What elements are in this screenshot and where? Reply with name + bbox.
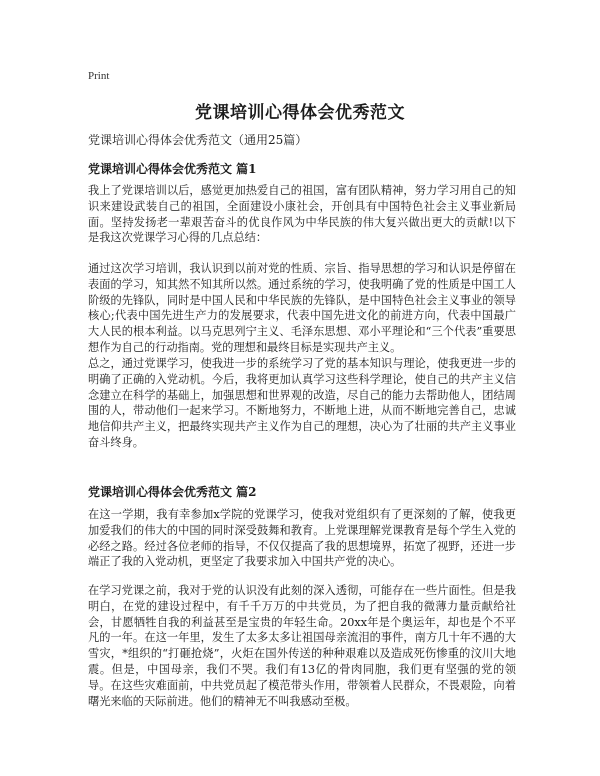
section-1-paragraph-3: 总之，通过党课学习，使我进一步的系统学习了党的基本知识与理论，使我更进一步的明确了正确的入党动机。今后，我将更加认真学习这些科学理论，使自己的共产主义信念建立在科学的基础上，加强思想和世界观的改造，尽自己的能力去帮助他人，团结周围的人，带动他们一起来学习。不断地努力，不断地上进，从而不断地完善自己，忠诚地信仰共产主义，把最终实现共产主义作为自己的理想，决心为了壮丽的共产主义事业奋斗终身。 xyxy=(88,357,516,449)
section-heading-2: 党课培训心得体会优秀范文 篇2 xyxy=(88,485,257,499)
section-1-paragraph-2: 通过这次学习培训，我认识到以前对党的性质、宗旨、指导思想的学习和认识是停留在表面的学习，知其然不知其所以然。通过系统的学习，使我明确了党的性质是中国工人阶级的先锋队，同时是中国人民和中华民族的先锋队，是中国特色社会主义事业的领导核心;代表中国先进生产力的发展要求，代表中国先进文化的前进方向，代表中国最广大人民的根本利益。以马克思列宁主义、毛泽东思想、邓小平理论和“三个代表”重要思想作为自己的行动指南。党的理想和最终目标是实现共产主义。 xyxy=(88,262,516,354)
document-subtitle: 党课培训心得体会优秀范文（通用25篇） xyxy=(88,133,308,147)
document-title: 党课培训心得体会优秀范文 xyxy=(195,103,405,123)
section-heading-1: 党课培训心得体会优秀范文 篇1 xyxy=(88,162,257,176)
section-2-paragraph-1: 在这一学期，我有幸参加x学院的党课学习，使我对党组织有了更深刻的了解，使我更加爱我们的伟大的中国的同时深受鼓舞和教育。上党课理解党课教育是每个学生入党的必经之路。经过各位老师的指导，不仅仅提高了我的思想境界，拓宽了视野，还进一步端正了我的入党动机，更坚定了我要求加入中国共产党的决心。 xyxy=(88,508,516,569)
section-2-paragraph-2: 在学习党课之前，我对于党的认识没有此刻的深入透彻，可能存在一些片面性。但是我明白，在党的建设过程中，有千千万万的中共党员，为了把自我的微薄力量贡献给社会，甘愿牺牲自我的利益甚至是宝贵的年轻生命。20xx年是个奥运年，却也是个不平凡的一年。在这一年里，发生了太多太多让祖国母亲流泪的事件，南方几十年不遇的大雪灾，*组织的“打砸抢烧”，火炬在国外传送的种种艰难以及造成死伤惨重的汶川大地震。但是，中国母亲，我们不哭。我们有13亿的骨肉同胞，我们更有坚强的党的领导。在这些灾难面前，中共党员起了模范带头作用，带领着人民群众，不畏艰险，向着曙光来临的天际前进。他们的精神无不叫我感动至极。 xyxy=(88,584,516,708)
section-1-paragraph-1: 我上了党课培训以后，感觉更加热爱自己的祖国，富有团队精神，努力学习用自己的知识来建设武装自己的祖国，全面建设小康社会，开创具有中国特色社会主义事业新局面。坚持发扬老一辈艰苦奋斗的优良作风为中华民族的伟大复兴做出更大的贡献!以下是我这次党课学习心得的几点总结： xyxy=(88,184,516,245)
print-label: Print xyxy=(88,70,110,82)
